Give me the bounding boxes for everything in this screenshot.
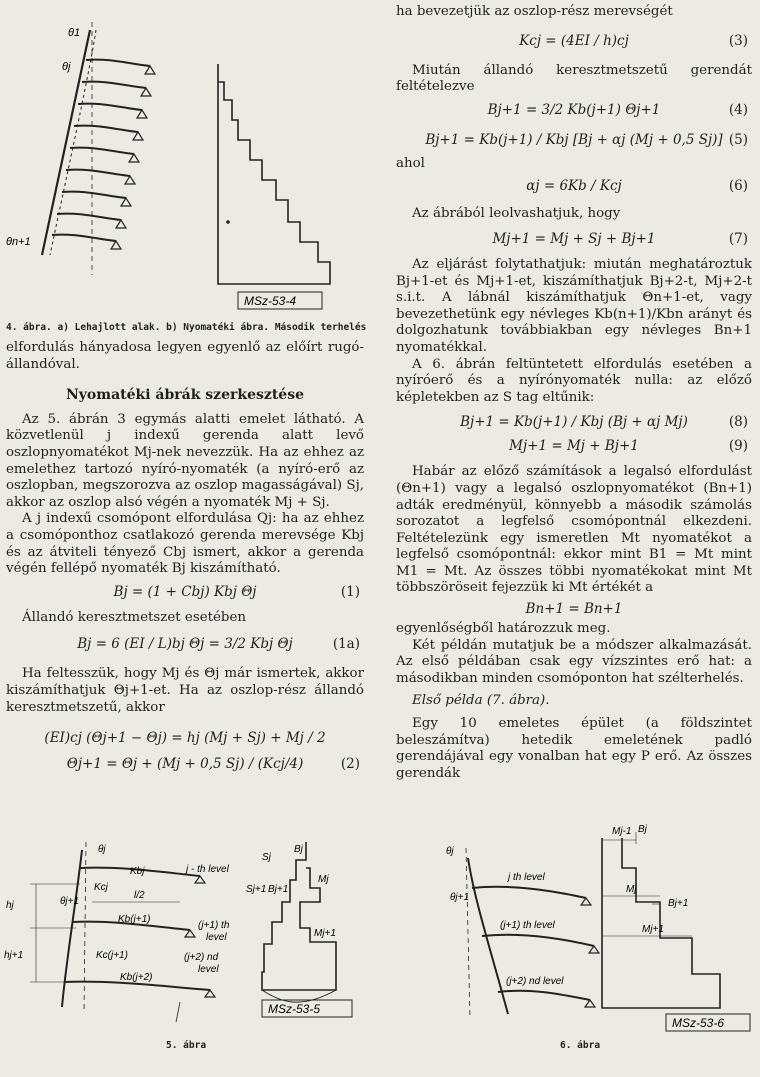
svg-text:hj: hj [6,900,14,911]
right-paragraph-4: A 6. ábrán feltüntetett elfordulás esetében a nyíróerő és a nyírónyomaték nulla: az előző képletekben az S tag eltűnik: [396,356,752,405]
figure-5 [0,832,380,1042]
fig4-caption: 4. ábra. a) Lehajlott alak. b) Nyomatéki ábra. Második terhelés [6,322,367,333]
left-paragraph-3: Állandó keresztmetszet esetében [22,609,247,625]
equation-1: Bj = (1 + Cbj) Kbj Θj (1) [113,583,360,600]
equation-1a: Bj = 6 (EI / L)bj Θj = 3/2 Kbj Θj (1a) [77,636,360,653]
svg-text:Mj-1: Mj-1 [612,826,632,837]
fig4-moment-diagram [218,64,330,284]
svg-text:Mj+1: Mj+1 [314,928,336,939]
svg-text:j - th level: j - th level [186,864,229,875]
fig4-label-theta1: θ1 [68,27,81,39]
equation-8: Bj+1 = Kb(j+1) / Kbj (Bj + αj Mj) (8) [460,414,748,431]
svg-text:(j+1) th: (j+1) th [198,920,230,931]
svg-text:θj+1: θj+1 [60,896,80,907]
left-paragraph-continued: elfordulás hányadosa legyen egyenlő az előírt rugó-állandóval. [6,340,364,372]
fig4-supports [111,66,155,249]
fig5-deflected-column [62,850,82,1007]
equation-2a: (EI)cj (Θj+1 − Θj) = hj (Mj + Sj) + Mj / 2 [44,730,326,747]
equation-10: Bn+1 = Bn+1 [525,601,623,618]
right-paragraph-1: Miután állandó keresztmetszetű gerendát feltételezve [396,62,752,95]
equation-3: Kcj = (4EI / h)cj (3) [519,32,748,49]
svg-text:level: level [198,964,219,975]
figure-4 [0,0,380,312]
fig5-caption: 5. ábra [166,1040,207,1051]
fig6-beam-j [472,887,586,898]
svg-text:hj+1: hj+1 [4,950,24,961]
svg-text:Sj: Sj [262,852,271,863]
fig6-beam-j1 [482,935,594,946]
fig6-beam-j2 [498,991,590,1000]
equation-4: Bj+1 = 3/2 Kb(j+1) Θj+1 (4) [487,101,748,118]
svg-text:MSz-53-5: MSz-53-5 [268,1002,321,1016]
svg-text:level: level [206,932,227,943]
fig4-label-thetan1: θn+1 [6,236,31,248]
fig4-box-label: MSz-53-4 [244,294,297,308]
svg-text:Kb(j+1): Kb(j+1) [118,914,151,925]
svg-text:Bj+1: Bj+1 [268,884,289,895]
left-text [6,340,364,772]
svg-text:θj: θj [446,846,454,857]
fig6-moment-diagram [602,838,720,1008]
equation-5: Bj+1 = Kb(j+1) / Kbj [Bj + αj (Mj + 0,5 Sj)] (5) [425,131,748,148]
svg-text:Kcj: Kcj [94,882,108,893]
svg-text:j th level: j th level [508,872,545,883]
left-paragraph-2: A j indexű csomópont elfordulása Qj: ha az ehhez a csomóponthoz csatlakozó gerenda merevsége Kbj és az átviteli tényező Cbj ismert, akkor a gerenda végén fellépő nyomaték Bj kiszámítható. [6,511,364,577]
right-paragraph-2: Az ábrából leolvashatjuk, hogy [412,206,621,222]
svg-text:Kb(j+2): Kb(j+2) [120,972,153,983]
right-paragraph-3: Az eljárást folytathatjuk: miután meghatároztuk Bj+1-et és Mj+1-et, kiszámíthatjuk Bj+2-t, Mj+2-t s.i.t. A lábnál kiszámíthatjuk Θn+1-et, vagy bevezethetünk egy névleges Kb(n+1)/Kbn arányt és dolgozhatunk továbbiakban egy névleges Bn+1 nyomatékkal. [396,256,752,355]
equation-9: Mj+1 = Mj + Bj+1 (9) [509,438,748,455]
svg-text:l/2: l/2 [134,890,145,901]
svg-text:Mj+1: Mj+1 [642,924,664,935]
right-paragraph-6: egyenlőségből határozzuk meg. [396,621,611,637]
svg-text:(j+2) nd level: (j+2) nd level [506,976,564,987]
fig4-beams [52,60,150,241]
svg-text:(j+1) th level: (j+1) th level [500,920,555,931]
svg-text:Bj: Bj [638,824,647,835]
svg-text:Kbj: Kbj [130,866,145,877]
right-paragraph-0: ha bevezetjük az oszlop-rész merevségét [396,4,673,19]
right-paragraph-8: Első példa (7. ábra). [412,693,550,709]
fig5-moment-diagram [262,842,336,990]
right-paragraph-9: Egy 10 emeletes épület (a földszintet beleszámítva) hetedik emeletének padló gerendájával egy vonalban hat egy P erő. Az összes gerendák [396,716,752,781]
right-paragraph-7: Két példán mutatjuk be a módszer alkalmazását. Az első példában csak egy vízszintes erő hat: a másodikban minden csomóponton hat szélterhelés. [396,637,752,686]
svg-text:θj+1: θj+1 [450,892,470,903]
svg-text:θj: θj [98,844,106,855]
figure-6 [390,818,760,1038]
svg-text:Mj: Mj [626,884,637,895]
svg-text:Bj+1: Bj+1 [668,898,689,909]
svg-text:Sj+1: Sj+1 [246,884,267,895]
right-text [396,4,752,782]
fig4-label-thetaj: θj [62,61,71,73]
svg-text:MSz-53-6: MSz-53-6 [672,1016,725,1030]
svg-text:(j+2) nd: (j+2) nd [184,952,219,963]
equation-2b: Θj+1 = Θj + (Mj + 0,5 Sj) / (Kcj/4) (2) [66,756,360,773]
right-paragraph-5: Habár az előző számítások a legalsó elfordulást (Θn+1) vagy a legalsó oszlopnyomatékot (Bn+1) adták eredményül, könnyebb a második számolás sorozatot a legfelső csomópontnál elkezdeni. Feltételezünk egy ismeretlen Mt nyomatékot a legfelső csomópontnál: ekkor mint B1 = Mt mint M1 = Mt. Az összes többi nyomatékokat mint Mt többszöröseit fejezzük ki Mt értékét a [396,464,752,596]
left-paragraph-1: Az 5. ábrán 3 egymás alatti emelet látható. A közvetlenül j indexű gerenda alatt levő oszlopnyomatékot Mj-nek nevezzük. Ha az ehhez az emelethez tartozó nyíró-nyomaték (a nyíró-erő az oszlopban, megszorozva az oszlop magasságával) Sj, akkor az oszlop alsó végén a nyomaték Mj + Sj. [6,411,364,510]
right-ahol: ahol [396,155,425,171]
equation-6: αj = 6Kb / Kcj (6) [526,178,748,195]
svg-text:Bj: Bj [294,844,303,855]
left-paragraph-4: Ha feltesszük, hogy Mj és Θj már ismertek, akkor kiszámíthatjuk Θj+1-et. Ha az oszlop-rész állandó keresztmetszetű, akkor [6,666,364,715]
svg-text:Kc(j+1): Kc(j+1) [96,950,128,961]
section-heading: Nyomatéki ábrák szerkesztése [65,387,305,404]
svg-text:Mj: Mj [318,874,329,885]
equation-7: Mj+1 = Mj + Sj + Bj+1 (7) [492,230,748,247]
fig6-caption: 6. ábra [560,1040,601,1051]
